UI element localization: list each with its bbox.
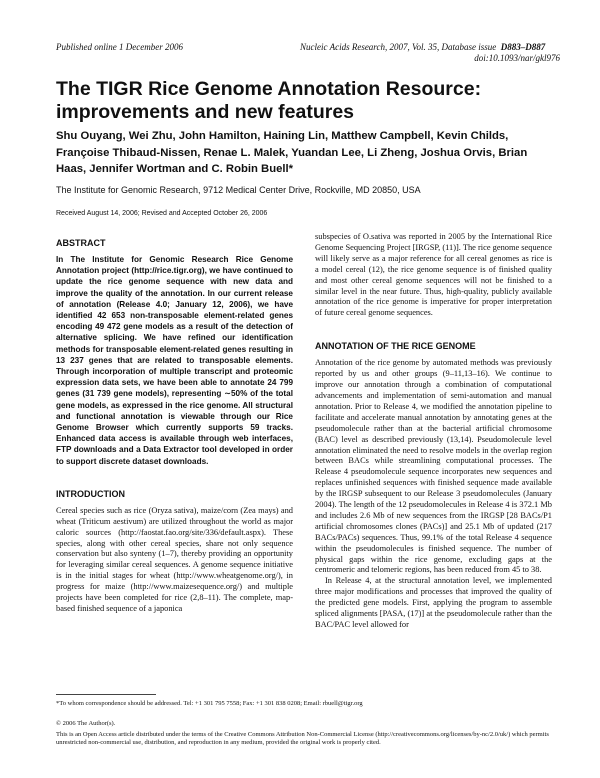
license-notice: This is an Open Access article distributed under the terms of the Creative Commons Attribution Non-Commercial License (http://creativecommons.org/licenses/by-nc/2.0/uk/) which permits unrestricted non-commercial use, distribution, and reproduction in any medium, provided the original work is properly cited. <box>56 731 549 746</box>
annotation-body <box>315 358 552 631</box>
right-column <box>315 232 552 631</box>
introduction-heading: INTRODUCTION <box>56 488 125 499</box>
received-dates: Received August 14, 2006; Revised and Accepted October 26, 2006 <box>56 210 268 217</box>
annotation-paragraph-1: Annotation of the rice genome by automated methods was previously reported by us and other groups (9–11,13–16). We continue to improve our annotation through a combination of computational advancements and implementation of semi-automation and manual annotation. Prior to Release 4, we modified the annotation pipeline to facilitate and accelerate manual annotation by annotating genes at the pseudomolecule rather than at the bacterial artificial chromosome (BAC) level as described previously (13,14). Pseudomolecule level annotation eliminated the need to resolve models in the overlap region between BACs while streamlining computational processes. The Release 4 pseudomolecule sequence incorporates new sequences and replaces unfinished sequences with finished sequence made available by the IRGSP subsequent to our Release 3 pseudomolecules (January 2004). The length of the 12 pseudomolecules in Release 4 is 372.1 Mb and includes 2.6 Mb of new sequences from the IRGSP [28 BACs/P1 artificial chromosomes clones (PACs)] and 25.1 Mb of updated (217 BACs/PACs) sequences. Thus, 99.1% of the total Release 4 sequence within the pseudomolecules is finished sequence. The number of physical gaps within the rice genome, excluding gaps at the centromeric and telomeric regions, has been reduced from 45 to 38. <box>315 358 552 575</box>
abstract-text: In The Institute for Genomic Research Rice Genome Annotation project (http://rice.tigr.org), we have continued to update the rice genome sequence with new data and improve the quality of the annotation. In our current release of annotation (Release 4.0; January 12, 2006), we have identified 42 653 non-transposable element-related genes encoding 49 472 gene models as a result of the detection of alternative splicing. We have refined our identification methods for transposable element-related genes resulting in 13 237 genes that are related to transposable elements. Through incorporation of multiple transcript and proteomic expression data sets, we have been able to annotate 24 799 genes (31 739 gene models), representing ∼50% of the total gene models, as expressed in the rice genome. All structural and functional annotation is viewable through our Rice Genome Browser which currently supports 59 tracks. Enhanced data access is available through web interfaces, FTP downloads and a Data Extractor tool developed in order to support discrete dataset downloads. <box>56 255 293 466</box>
copyright-notice: © 2006 The Author(s). <box>56 720 116 727</box>
introduction-continued <box>315 232 552 319</box>
published-date: Published online 1 December 2006 <box>56 42 183 52</box>
journal-header <box>300 42 560 64</box>
footnote-rule <box>56 694 156 695</box>
correspondence-footnote: *To whom correspondence should be addressed. Tel: +1 301 795 7558; Fax: +1 301 838 0208; Email: rbuell@tigr.org <box>56 700 363 707</box>
annotation-paragraph-2: In Release 4, at the structural annotation level, we implemented three major modifications and processes that improved the quality of the predicted gene models. First, applying the program to assemble spliced alignments [PASA, (17)] at the pseudomolecule rather than the BAC/PAC level allowed for <box>315 576 552 629</box>
introduction-body <box>56 506 293 615</box>
annotation-heading: ANNOTATION OF THE RICE GENOME <box>315 341 476 352</box>
affiliation: The Institute for Genomic Research, 9712 Medical Center Drive, Rockville, MD 20850, USA <box>56 185 421 195</box>
abstract-heading: ABSTRACT <box>56 238 106 248</box>
journal-citation: Nucleic Acids Research, 2007, Vol. 35, Database issue <box>300 42 497 52</box>
paper-title: The TIGR Rice Genome Annotation Resource: improvements and new features <box>56 78 482 123</box>
introduction-paragraph: Cereal species such as rice (Oryza sativa), maize/corn (Zea mays) and wheat (Triticum aestivum) are utilized throughout the world as major caloric sources (http://faostat.fao.org/site/336/default.aspx). These species, along with other cereal species, share not only sequence conservation but also synteny (1–7), thereby providing an opportunity for leveraging similar cereal sequences. A genome sequence initiative is in the initial stages for wheat (http://www.wheatgenome.org/), in progress for maize (http://www.maizesequence.org/) and multiple projects have been completed for rice (2,8–11). The complete, map-based finished sequence of a japonica <box>56 505 293 614</box>
author-list: Shu Ouyang, Wei Zhu, John Hamilton, Haining Lin, Matthew Campbell, Kevin Childs, Françoise Thibaud-Nissen, Renae L. Malek, Yuandan Lee, Li Zheng, Joshua Orvis, Brian Haas, Jennifer Wortman and C. Robin Buell* <box>56 130 528 175</box>
page-range: D883–D887 <box>500 42 546 52</box>
left-column <box>56 238 293 615</box>
doi: doi:10.1093/nar/gkl976 <box>474 53 560 63</box>
introduction-paragraph-continued: subspecies of O.sativa was reported in 2005 by the International Rice Genome Sequencing Project [IRGSP, (11)]. The rice genome sequence will likely serve as a major reference for all cereal genomes as rice is a model cereal (12), the rice genome sequence is of finished quality and most other cereal genome sequences will not be finished to a similar level in the near future. Thus, high-quality, publicly available annotation of the rice genome is imperative for proper interpretation of future cereal genome sequences. <box>315 232 552 318</box>
